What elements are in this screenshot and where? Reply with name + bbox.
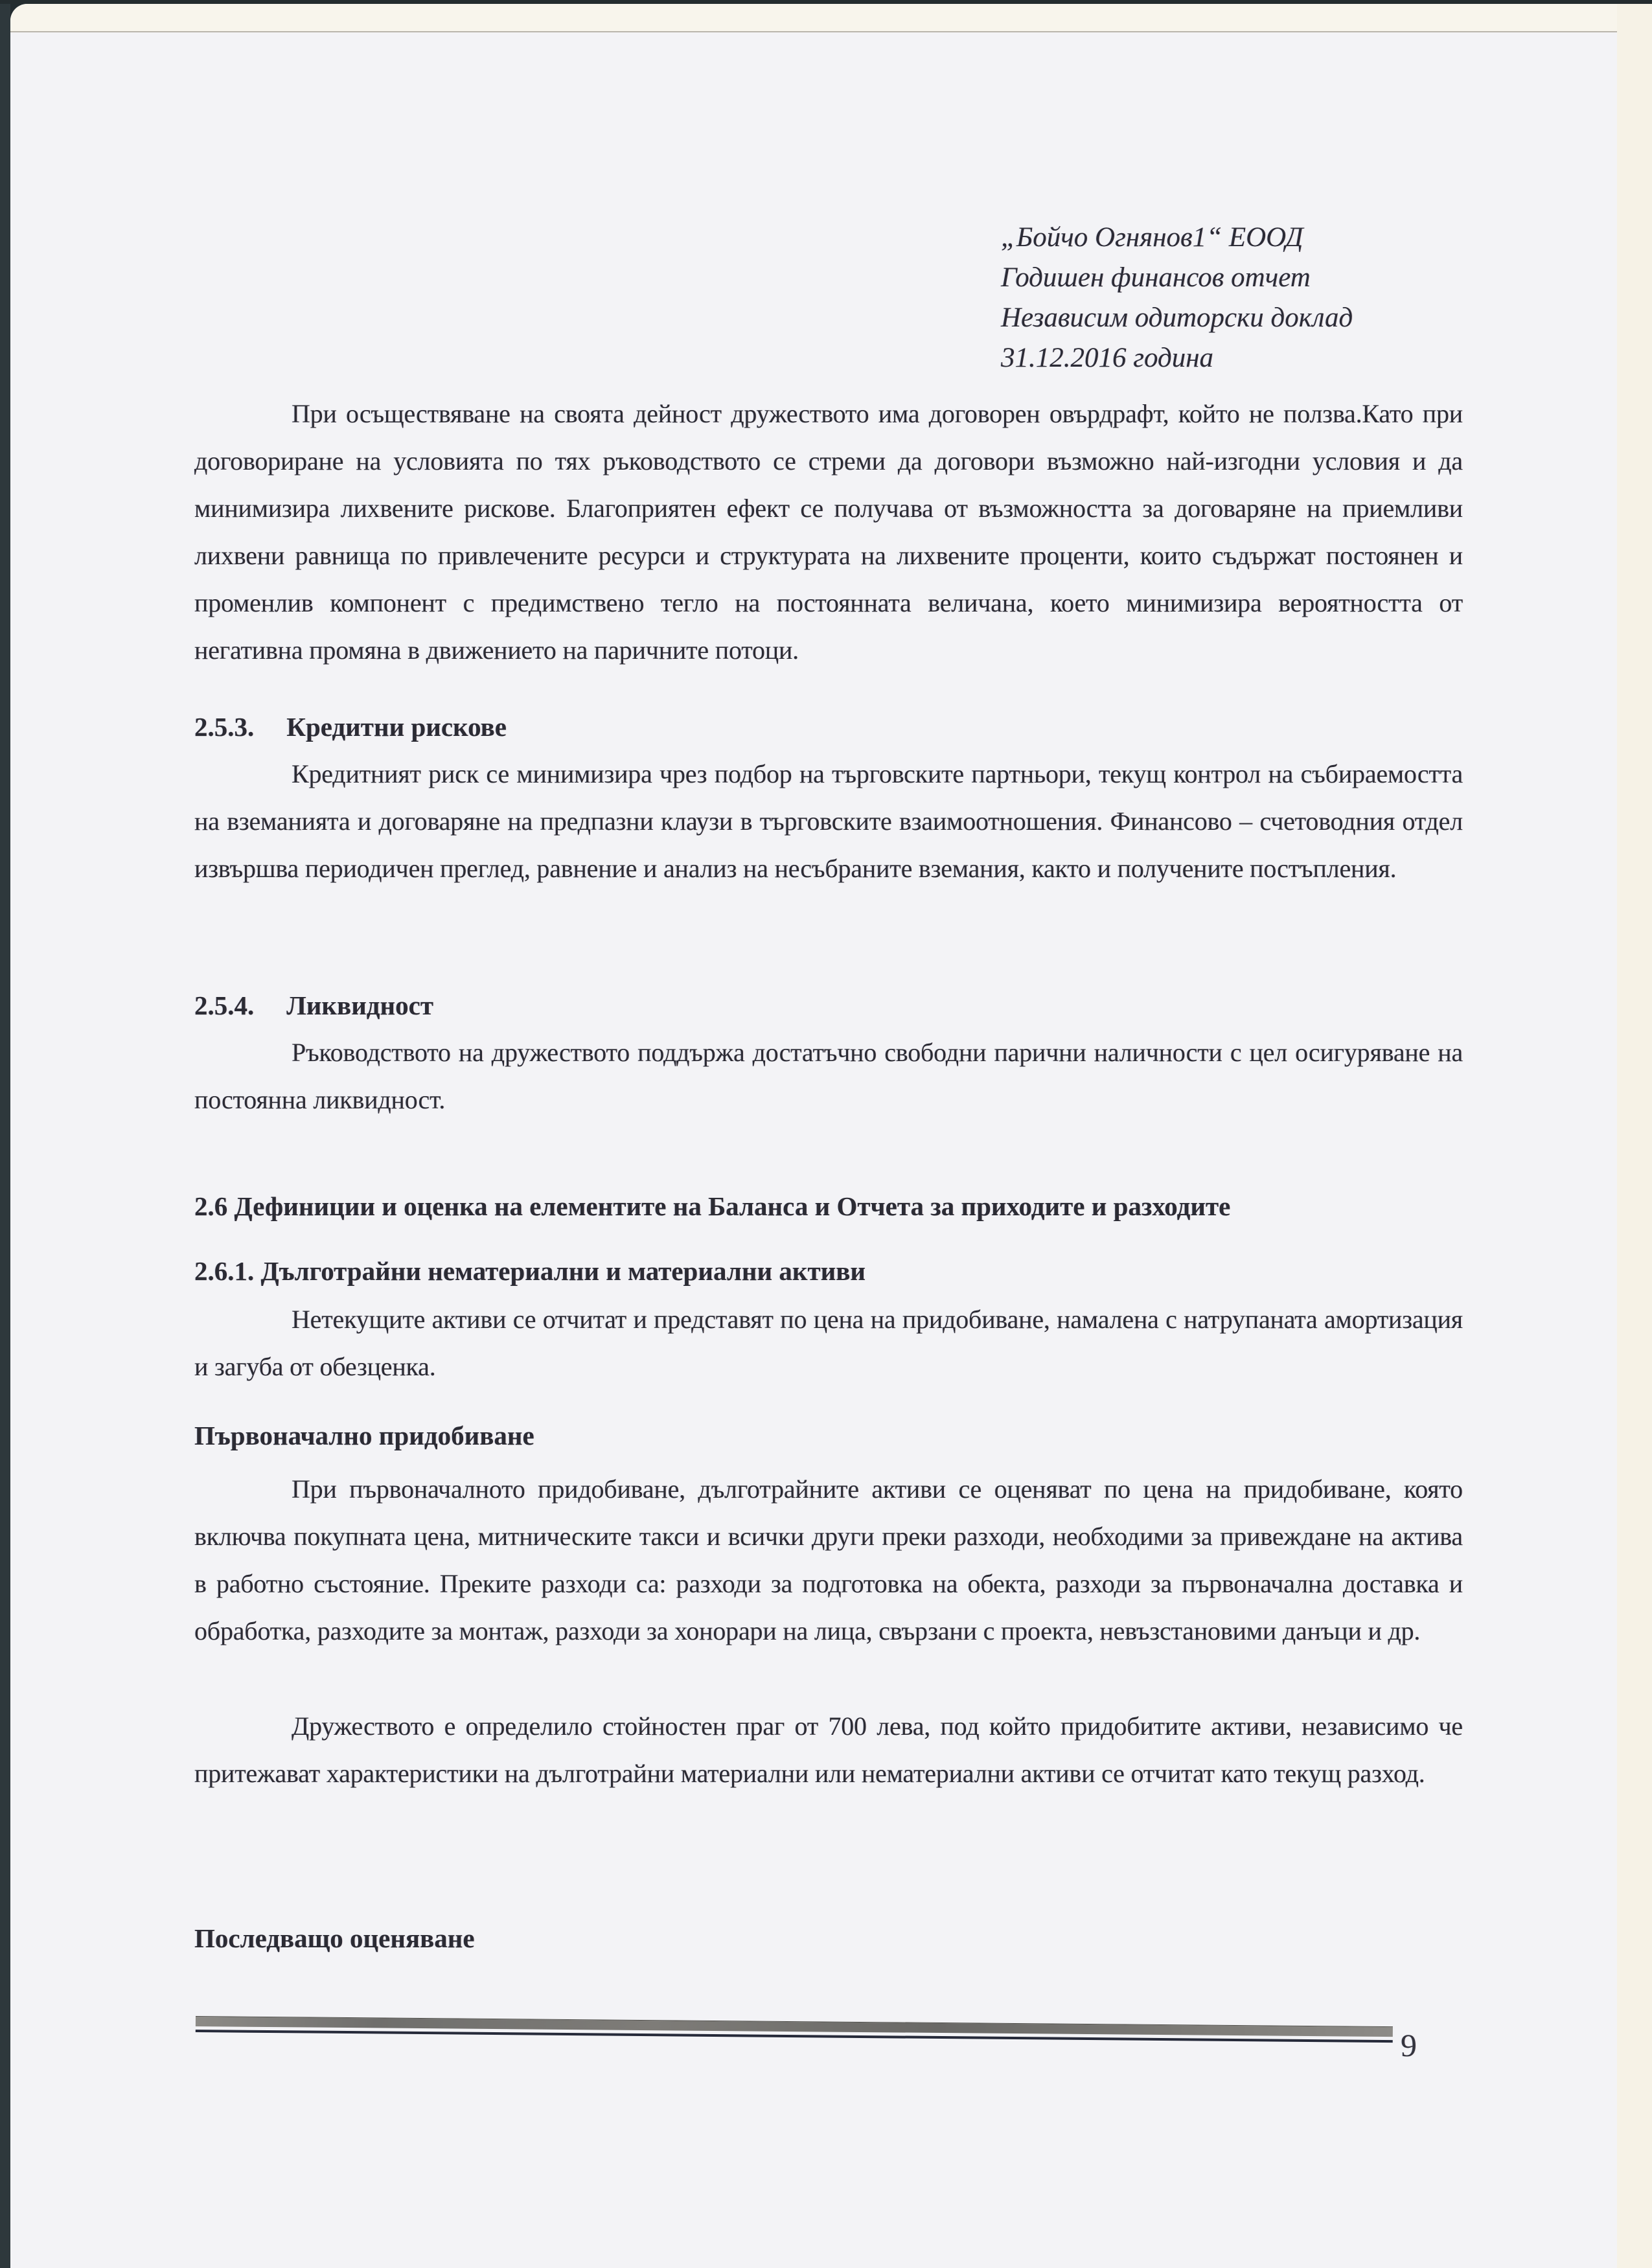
header-audit-report: Независим одиторски доклад [1001,303,1353,333]
header-report-type: Годишен финансов отчет [1001,262,1311,293]
section-number: 2.5.3. [194,712,255,742]
section-heading-liquidity [194,990,433,1021]
section-title: Ликвидност [286,991,434,1020]
section-title: Кредитни рискове [286,712,507,742]
header-report-date: 31.12.2016 година [1001,343,1214,373]
paper-top-edge [10,4,1617,32]
scanner-edge-left [0,0,10,2268]
paragraph-initial-acquisition-2: Дружеството е определило стойностен праг от 700 лева, под който придобитите активи, независимо че притежават характеристики на дълготрайни материални или нематериални активи се отчитат като текущ разход. [194,1712,1463,1788]
heading-subsequent-measurement: Последващо оценяване [194,1923,475,1953]
paragraph-overdraft: При осъществяване на своята дейност дружеството има договорен овърдрафт, който не ползва.Като при договориране на условията по тях ръководството се стреми да договори възможно най-изгодни условия и да минимизира лихвените рискове. Благоприятен ефект се получава от възможността за договаряне на приемливи лихвени равнища по привлечените ресурси и структурата на лихвените проценти, които съдържат постоянен и променлив компонент с предимствено тегло на постоянната величана, което минимизира вероятността от негативна промяна в движението на паричните потоци. [194,399,1463,665]
section-heading-definitions: 2.6 Дефиниции и оценка на елементите на Баланса и Отчета за приходите и разходите [194,1191,1231,1221]
report-header [1001,218,1353,378]
section-number: 2.5.4. [194,991,255,1020]
paragraph-credit-risks: Кредитният риск се минимизира чрез подбор на търговските партньори, текущ контрол на събираемостта на вземанията и договаряне на предпазни клаузи в търговските взаимоотношения. Финансово – счетоводния отдел извършва периодичен преглед, равнение и анализ на несъбраните вземания, както и получените постъпления. [194,759,1463,883]
page-number: 9 [1401,2027,1417,2063]
heading-initial-acquisition: Първоначално придобиване [194,1421,534,1450]
section-heading-credit-risks [194,711,507,742]
section-heading-fixed-assets: 2.6.1. Дълготрайни нематериални и материални активи [194,1256,866,1286]
scanner-edge-top [0,0,1652,4]
header-company-name: „Бойчо Огнянов1“ ЕООД [1001,222,1303,253]
paragraph-initial-acquisition-1: При първоначалното придобиване, дълготрайните активи се оценяват по цена на придобиване, която включва покупната цена, митническите такси и всички други преки разходи, необходими за привеждане на актива в работно състояние. Преките разходи са: разходи за подготовка на обекта, разходи за първоначална доставка и обработка, разходите за монтаж, разходи за хонорари на лица, свързани с проекта, невъзстановими данъци и др. [194,1474,1463,1645]
paragraph-liquidity: Ръководството на дружеството поддържа достатъчно свободни парични наличности с цел осигуряване на постоянна ликвидност. [194,1038,1463,1114]
paragraph-fixed-assets: Нетекущите активи се отчитат и представят по цена на придобиване, намалена с натрупаната амортизация и загуба от обезценка. [194,1305,1463,1381]
